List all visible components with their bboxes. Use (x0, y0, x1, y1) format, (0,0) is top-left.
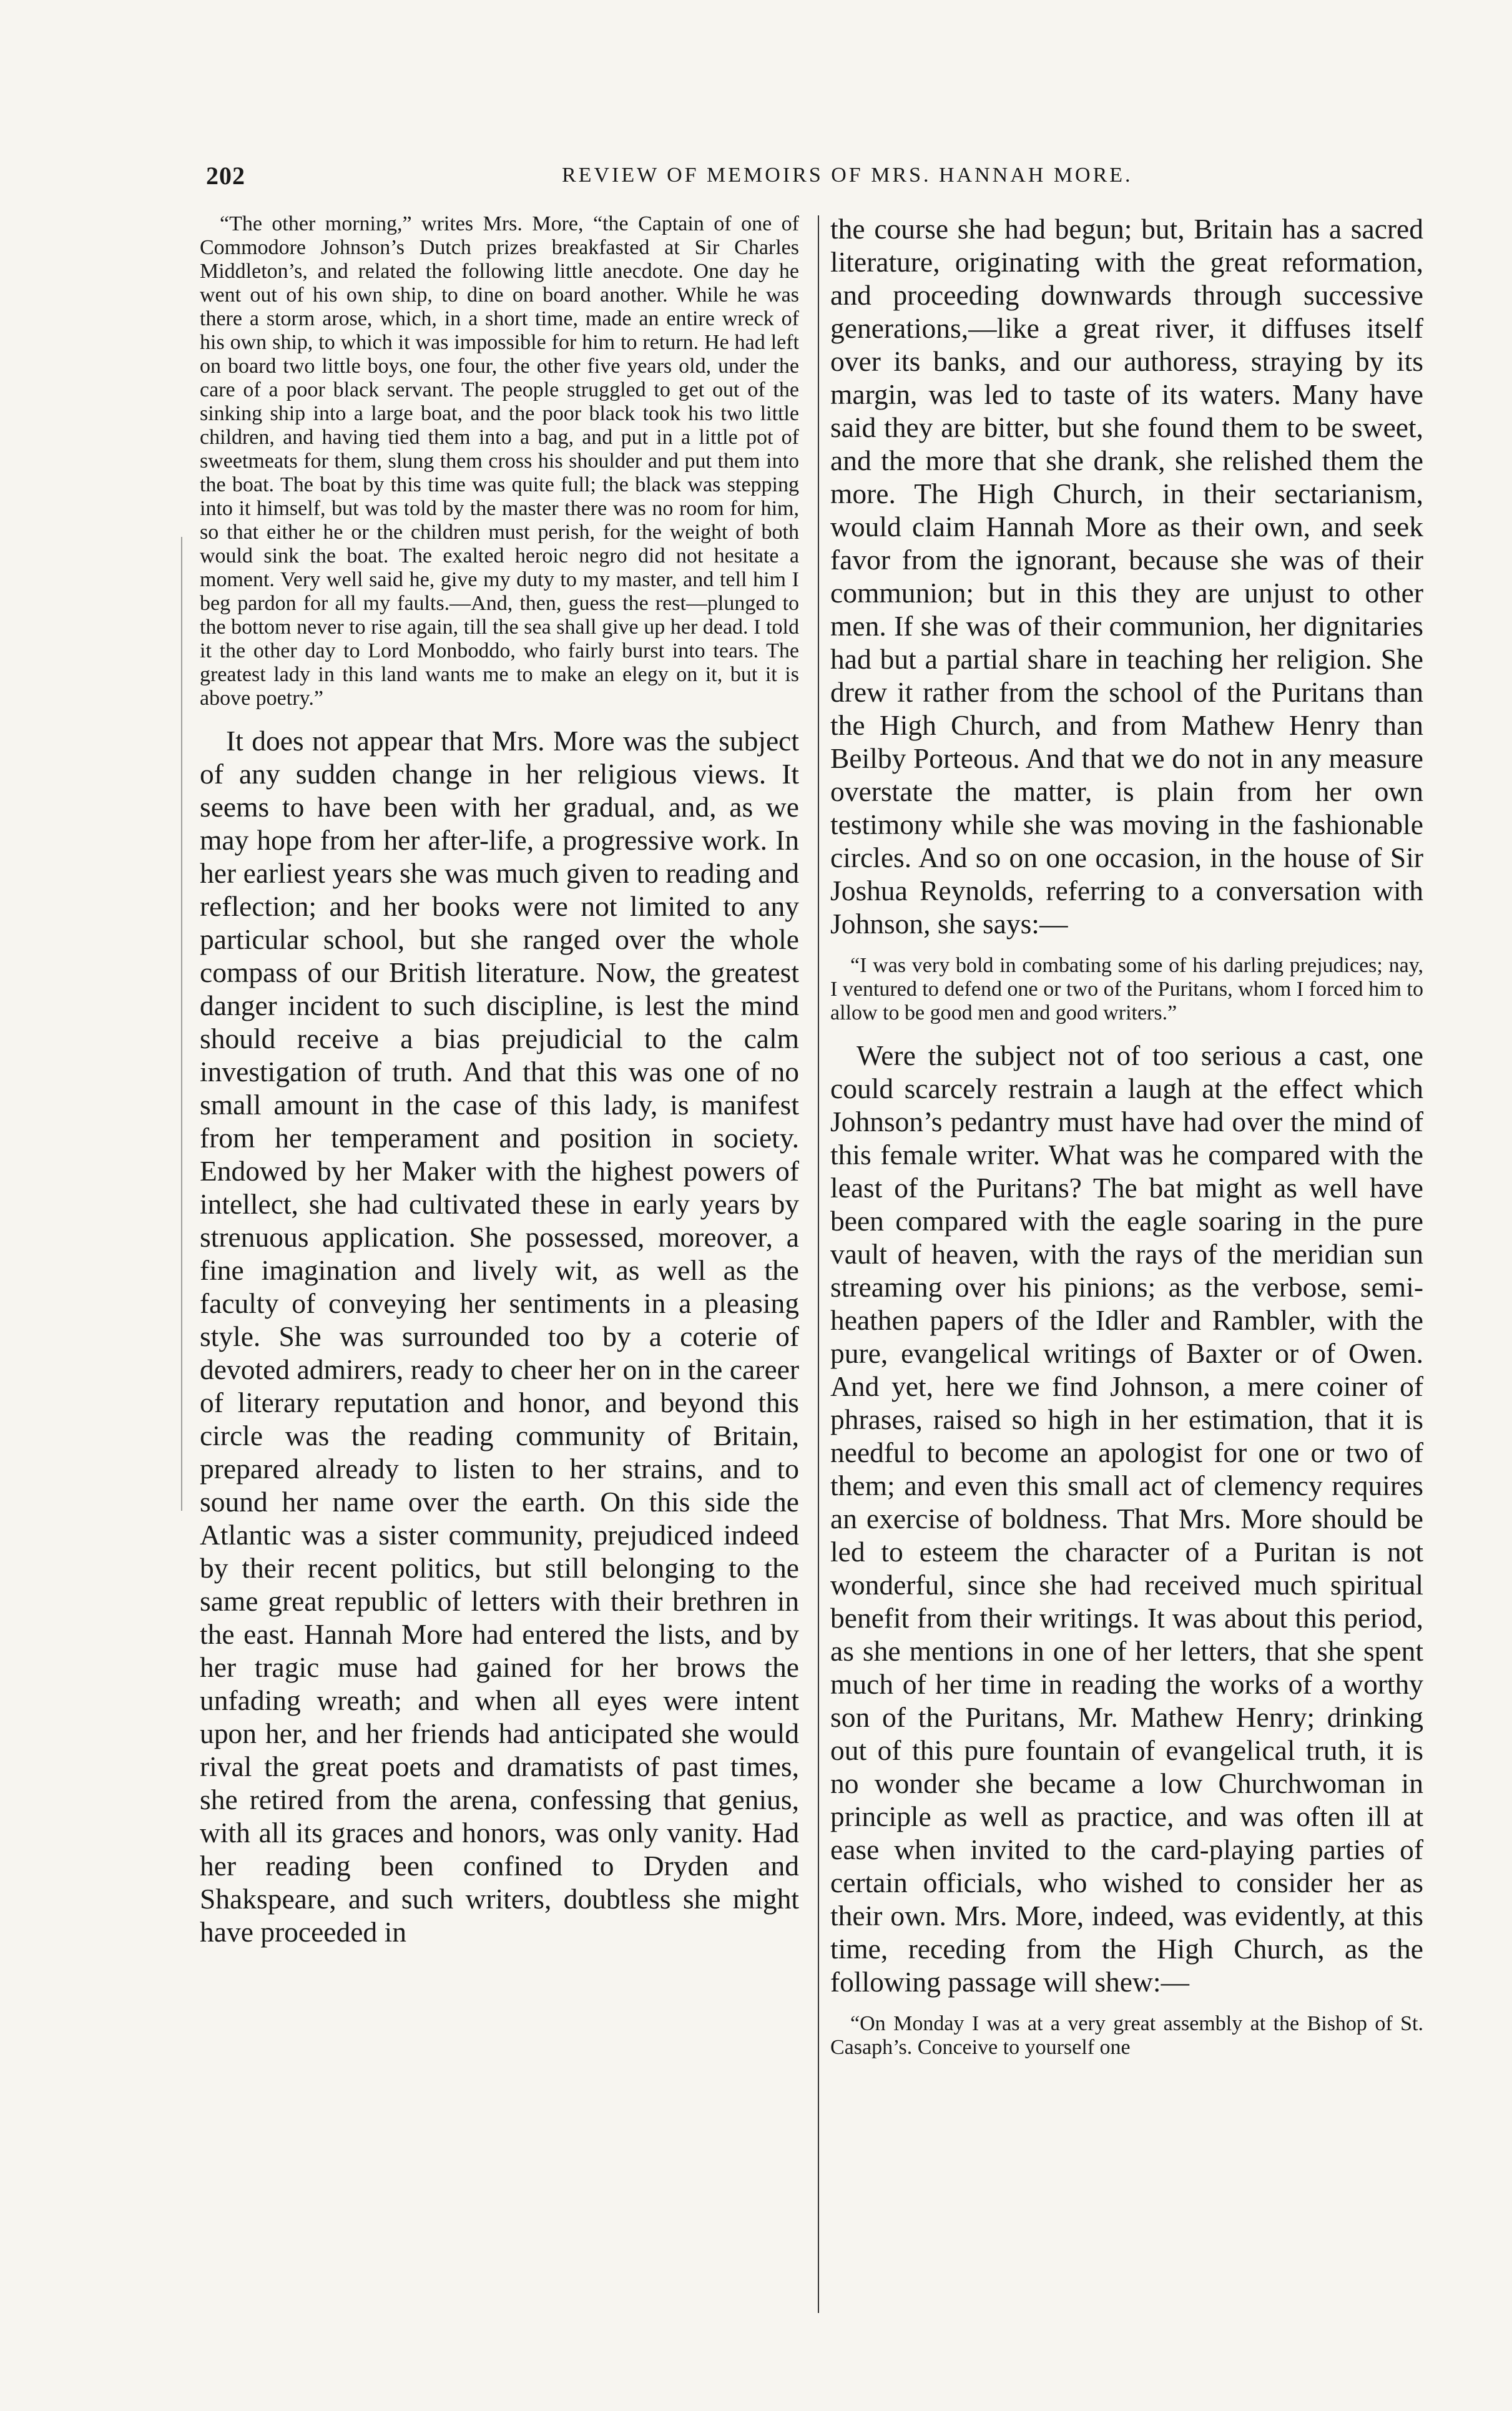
page-number: 202 (206, 162, 245, 190)
running-head: REVIEW OF MEMOIRS OF MRS. HANNAH MORE. (562, 164, 1133, 187)
anecdote-quote: “The other morning,” writes Mrs. More, “the Captain of one of Commodore Johnson’s Dutch prizes breakfasted at Sir Charles Middleton’s, and related the following little anecdote. One day he went out of his own ship, to dine on board another. While he was there a storm arose, which, in a short time, made an entire wreck of his own ship, to which it was impossible for him to return. He had left on board two little boys, one four, the other five years old, under the care of a poor black servant. The people struggled to get out of the sinking ship into a large boat, and the poor black took his two little children, and having tied them into a bag, and put in a little pot of sweetmeats for them, slung them cross his shoulder and put them into the boat. The boat by this time was quite full; the black was stepping into it himself, but was told by the master there was no room for him, so that either he or the children must perish, for the weight of both would sink the boat. The exalted heroic negro did not hesitate a moment. Very well said he, give my duty to my master, and tell him I beg pardon for all my faults.—And, then, guess the rest—plunged to the bottom never to rise again, till the sea shall give up her dead. I told it the other day to Lord Monboddo, who fairly burst into tears. The greatest lady in this land wants me to make an elegy on it, but it is above poetry.” (200, 212, 799, 710)
right-column (830, 212, 1423, 2073)
johnson-quote: “I was very bold in combating some of his darling prejudices; nay, I ventured to defend one or two of the Puritans, whom I forced him to allow to be good men and good writers.” (830, 954, 1423, 1024)
body-paragraph: the course she had begun; but, Britain has a sacred literature, originating with the great reformation, and proceeding downwards through successive generations,—like a great river, it diffuses itself over its banks, and our authoress, straying by its margin, was led to taste of its waters. Many have said they are bitter, but she found them to be sweet, and the more that she drank, she relished them the more. The High Church, in their sectarianism, would claim Hannah More as their own, and seek favor from the ignorant, because she was of their communion; but in this they are unjust to other men. If she was of their communion, her dignitaries had but a partial share in teaching her religion. She drew it rather from the school of the Puritans than the High Church, and from Mathew Henry than Beilby Porteous. And that we do not in any measure overstate the matter, is plain from her own testimony while she was moving in the fashionable circles. And so on one occasion, in the house of Sir Joshua Reynolds, referring to a conversation with Johnson, she says:— (830, 213, 1423, 940)
body-paragraph: It does not appear that Mrs. More was the subject of any sudden change in her religious views. It seems to have been with her gradual, and, as we may hope from her after-life, a progressive work. In her earliest years she was much given to reading and reflection; and her books were not limited to any particular school, but she ranged over the whole compass of our British literature. Now, the greatest danger incident to such discipline, is lest the mind should receive a bias prejudicial to the calm investigation of truth. And that this was one of no small amount in the case of this lady, is manifest from her temperament and position in society. Endowed by her Maker with the highest powers of intellect, she had cultivated these in early years by strenuous application. She possessed, moreover, a fine imagination and lively wit, as well as the faculty of conveying her sentiments in a pleasing style. She was surrounded too by a coterie of devoted admirers, ready to cheer her on in the career of literary reputation and honor, and beyond this circle was the reading community of Britain, prepared already to listen to her strains, and to sound her name over the earth. On this side the Atlantic was a sister community, prejudiced indeed by their recent politics, but still belonging to the same great republic of letters with their brethren in the east. Hannah More had entered the lists, and by her tragic muse had gained for her brows the unfading wreath; and when all eyes were intent upon her, and her friends had anticipated she would rival the great poets and dramatists of past times, she retired from the arena, confessing that genius, with all its graces and honors, was only vanity. Had her reading been confined to Dryden and Shakspeare, and such writers, doubtless she might have proceeded in (200, 725, 799, 1948)
letter-quote: “On Monday I was at a very great assembly at the Bishop of St. Casaph’s. Conceive to yourself one (830, 2012, 1423, 2059)
left-column (200, 212, 799, 1962)
margin-rule (181, 537, 182, 1511)
body-paragraph: Were the subject not of too serious a cast, one could scarcely restrain a laugh at the effect which Johnson’s pedantry must have had over the mind of this female writer. What was he compared with the least of the Puritans? The bat might as well have been compared with the eagle soaring in the pure vault of heaven, with the rays of the meridian sun streaming over his pinions; as the verbose, semi-heathen papers of the Idler and Rambler, with the pure, evangelical writings of Baxter or of Owen. And yet, here we find Johnson, a mere coiner of phrases, raised so high in her estimation, that it is needful to become an apologist for one or two of them; and even this small act of clemency requires an exercise of boldness. That Mrs. More should be led to esteem the character of a Puritan is not wonderful, since she had received much spiritual benefit from their writings. It was about this period, as she mentions in one of her letters, that she spent much of her time in reading the works of a worthy son of the Puritans, Mr. Mathew Henry; drinking out of this pure fountain of evangelical truth, it is no wonder she became a low Churchwoman in principle as well as practice, and was often ill at ease when invited to the card-playing parties of certain officials, who wished to consider her as their own. Mrs. More, indeed, was evidently, at this time, receding from the High Church, as the following passage will shew:— (830, 1039, 1423, 1998)
column-divider (818, 215, 819, 2313)
